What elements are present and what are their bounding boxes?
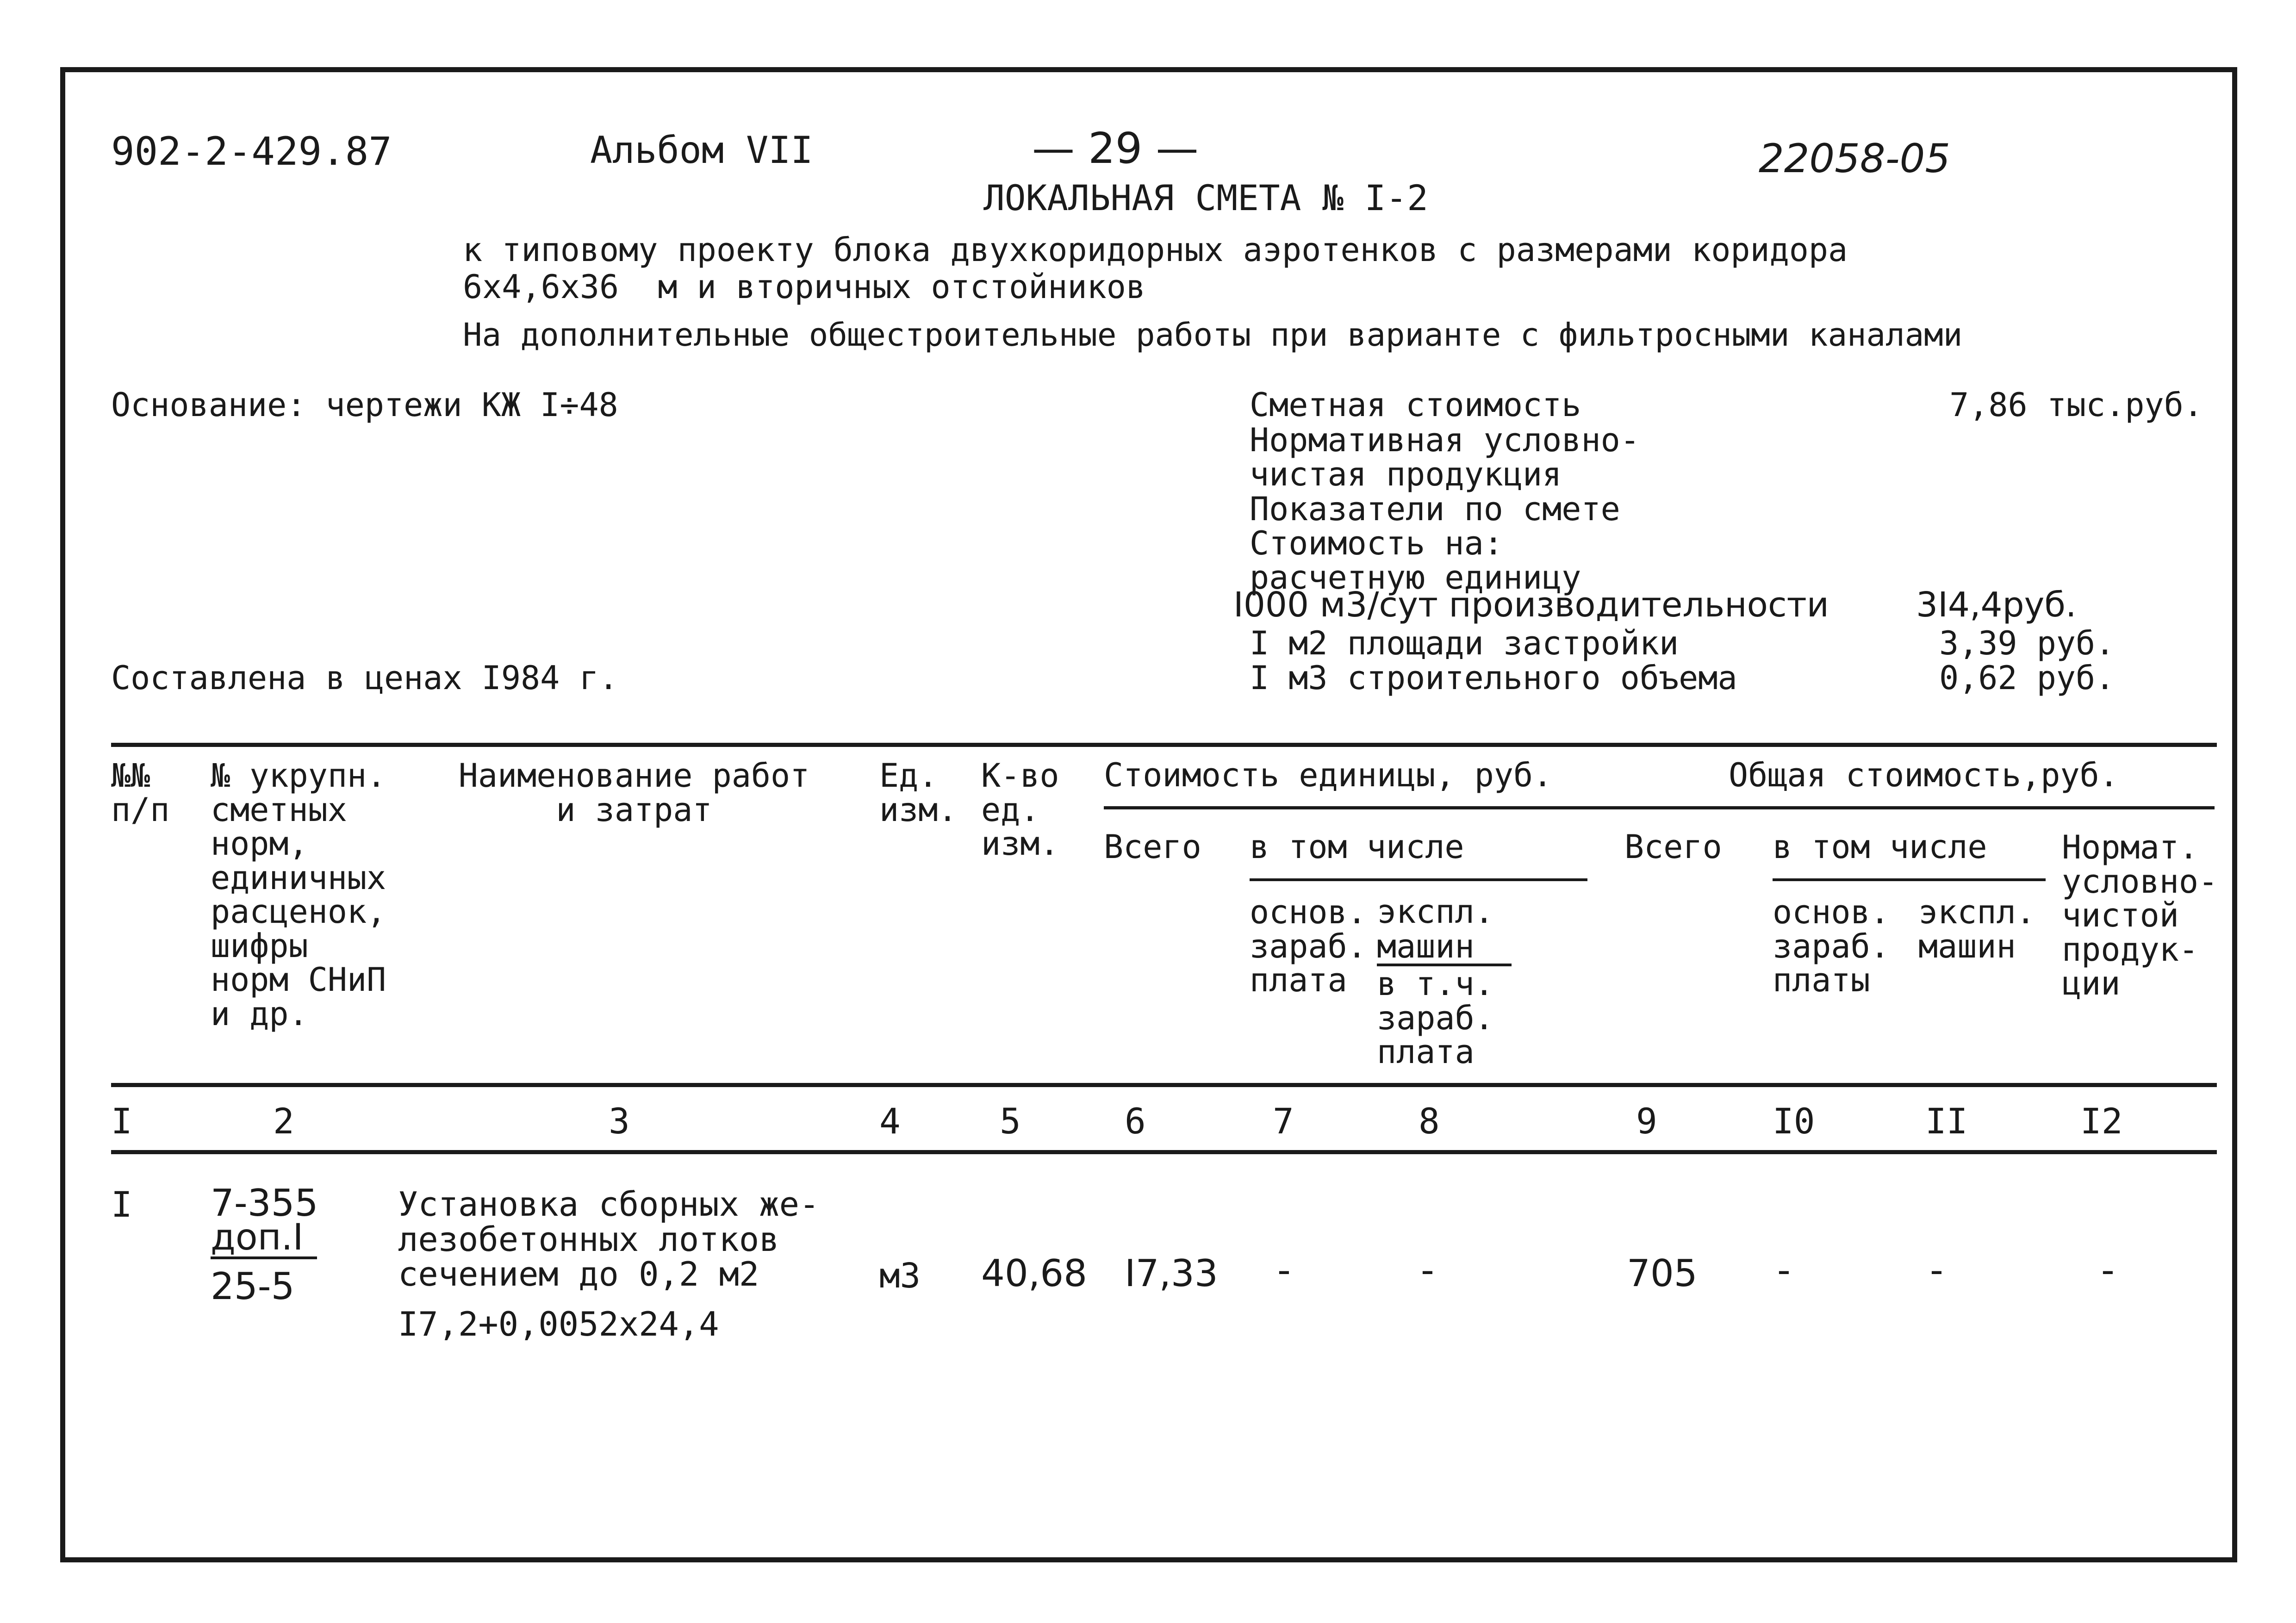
per-area-label: I м2 площади застройки <box>1250 624 1679 662</box>
cost-per-label: Стоимость на: расчетную единицу <box>1250 524 1581 597</box>
unit-machine-cost: - <box>1421 1249 1434 1292</box>
subtitle-line-3: На дополнительные общестроительные работы при варианте с фильтросными каналами <box>463 317 1963 354</box>
work-name: Установка сборных же- лезобетонных лотков сечением до 0,2 м2 <box>398 1185 820 1294</box>
row-number: I <box>111 1184 132 1225</box>
column-number-10: I0 <box>1773 1101 1815 1142</box>
col7-subheader: основ. зараб. плата <box>1250 893 1367 999</box>
album-label: Альбом VII <box>590 129 813 172</box>
col12-header: Нормат. условно- чистой продук- ции <box>2062 828 2218 1002</box>
total-including-rule <box>1773 878 2046 881</box>
col8-subheader-mid: машин <box>1377 930 1512 966</box>
page-frame <box>60 67 2237 1562</box>
col4-header: Ед. изм. <box>879 757 958 829</box>
norm-code-2: 25-5 <box>211 1265 295 1308</box>
normative-cost: - <box>2101 1249 2115 1292</box>
cost-value: 7,86 тыс.руб. <box>1949 386 2203 424</box>
per-capacity-label: I000 м3/сут производительности <box>1233 585 1829 625</box>
column-number-5: 5 <box>1000 1101 1021 1142</box>
quantity: 40,68 <box>981 1252 1088 1295</box>
col8-subheader-bottom: в т.ч. зараб. плата <box>1377 965 1494 1071</box>
per-capacity-value: 3I4,4руб. <box>1916 585 2077 625</box>
page-number: — 29 — <box>1032 124 1199 173</box>
column-number-rule <box>111 1150 2217 1154</box>
column-number-7: 7 <box>1273 1101 1294 1142</box>
total-machine-cost: - <box>1930 1249 1943 1292</box>
column-number-4: 4 <box>879 1101 901 1142</box>
column-number-2: 2 <box>273 1101 294 1142</box>
col10-subheader: основ. зараб. платы <box>1773 893 1890 999</box>
unit-wage-cost: - <box>1277 1249 1291 1292</box>
unit-including-rule <box>1250 878 1587 881</box>
norm-code: 7-355 <box>211 1181 318 1225</box>
col2-header: № укрупн. сметных норм, единичных расценок, шифры норм СНиП и др. <box>211 757 386 1033</box>
unit-total-cost: I7,33 <box>1125 1252 1218 1295</box>
total-cost-header: Общая стоимость,руб. <box>1729 756 2119 794</box>
column-number-6: 6 <box>1125 1101 1146 1142</box>
unit-including-label: в том числе <box>1250 828 1464 866</box>
normative-label: Нормативная условно- чистая продукция <box>1250 421 1640 493</box>
per-volume-label: I м3 строительного объема <box>1250 659 1737 697</box>
indicators-label: Показатели по смете <box>1250 490 1620 528</box>
col1-header: №№ п/п <box>111 757 170 829</box>
inventory-number: 22058-05 <box>1759 136 1951 182</box>
header-bottom-rule <box>111 1083 2217 1087</box>
doc-code: 902-2-429.87 <box>111 129 392 174</box>
unit-total-label: Всего <box>1104 828 1201 866</box>
subtitle-line-1: к типовому проекту блока двухкоридорных аэротенков с размерами коридора <box>463 231 1848 269</box>
unit-cost-header: Стоимость единицы, руб. <box>1104 756 1553 794</box>
per-area-value: 3,39 руб. <box>1939 624 2115 662</box>
prices-year-text: Составлена в ценах I984 г. <box>111 659 618 697</box>
col8-subheader-top: экспл. <box>1377 893 1494 931</box>
column-number-8: 8 <box>1419 1101 1440 1142</box>
table-top-rule <box>111 743 2217 747</box>
col5-header: К-во ед. изм. <box>981 757 1059 863</box>
document-title: ЛОКАЛЬНАЯ СМЕТА № I-2 <box>983 177 1428 218</box>
total-including-label: в том числе <box>1773 828 1987 866</box>
cost-group-rule <box>1104 806 2215 809</box>
column-number-11: II <box>1925 1101 1968 1142</box>
subtitle-line-2: 6х4,6х36 м и вторичных отстойников <box>463 268 1146 306</box>
column-number-9: 9 <box>1636 1101 1657 1142</box>
total-cost: 705 <box>1627 1252 1698 1295</box>
col11-subheader: экспл. машин <box>1918 893 2035 965</box>
total-wage-cost: - <box>1777 1249 1791 1292</box>
unit: м3 <box>879 1256 921 1296</box>
total-total-label: Всего <box>1624 828 1722 866</box>
column-number-12: I2 <box>2080 1101 2123 1142</box>
basis-text: Основание: чертежи КЖ I÷48 <box>111 386 618 424</box>
work-calc: I7,2+0,0052х24,4 <box>398 1305 719 1343</box>
column-number-3: 3 <box>609 1101 630 1142</box>
norm-supplement: доп.I <box>211 1219 317 1259</box>
column-number-1: I <box>111 1101 132 1142</box>
col3-header: Наименование работ и затрат <box>458 757 810 829</box>
cost-label: Сметная стоимость <box>1250 386 1581 424</box>
per-volume-value: 0,62 руб. <box>1939 659 2115 697</box>
